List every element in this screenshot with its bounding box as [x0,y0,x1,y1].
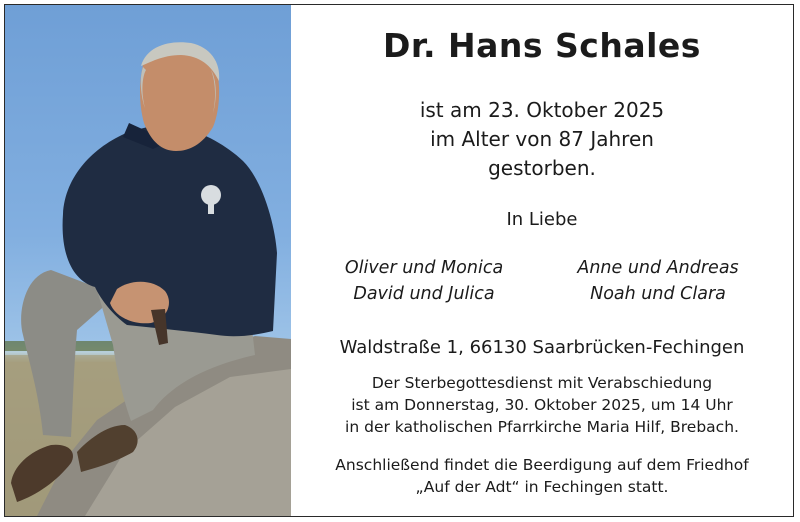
funeral-service-info [291,372,793,438]
burial-line-2: „Auf der Adt“ in Fechingen statt. [415,478,669,496]
death-line-2: im Alter von 87 Jahren [430,127,654,151]
service-line-2: ist am Donnerstag, 30. Oktober 2025, um 14 Uhr [351,396,733,414]
in-love-text: In Liebe [506,209,578,230]
burial-info [291,454,793,498]
portrait-illustration [5,5,291,516]
family-name-line: Anne und Andreas [577,258,739,278]
family-name-line: David und Julica [353,284,495,304]
family-name-line: Oliver und Monica [344,258,504,278]
family-name-line: Noah und Clara [590,284,726,304]
death-statement [291,96,793,183]
portrait-photo [5,5,291,516]
family-right-column [553,255,763,307]
deceased-name: Dr. Hans Schales [383,26,701,65]
family-left-column [319,255,529,307]
death-line-1: ist am 23. Oktober 2025 [419,98,665,122]
obituary-notice [4,4,794,517]
service-line-3: in der katholischen Pfarrkirche Maria Hilf, Brebach. [345,418,739,436]
service-line-1: Der Sterbegottesdienst mit Verabschiedung [371,374,713,392]
address: Waldstraße 1, 66130 Saarbrücken-Fechingen [339,337,745,358]
death-line-3: gestorben. [488,156,596,180]
burial-line-1: Anschließend findet die Beerdigung auf dem Friedhof [335,456,749,474]
notice-text [291,5,793,516]
